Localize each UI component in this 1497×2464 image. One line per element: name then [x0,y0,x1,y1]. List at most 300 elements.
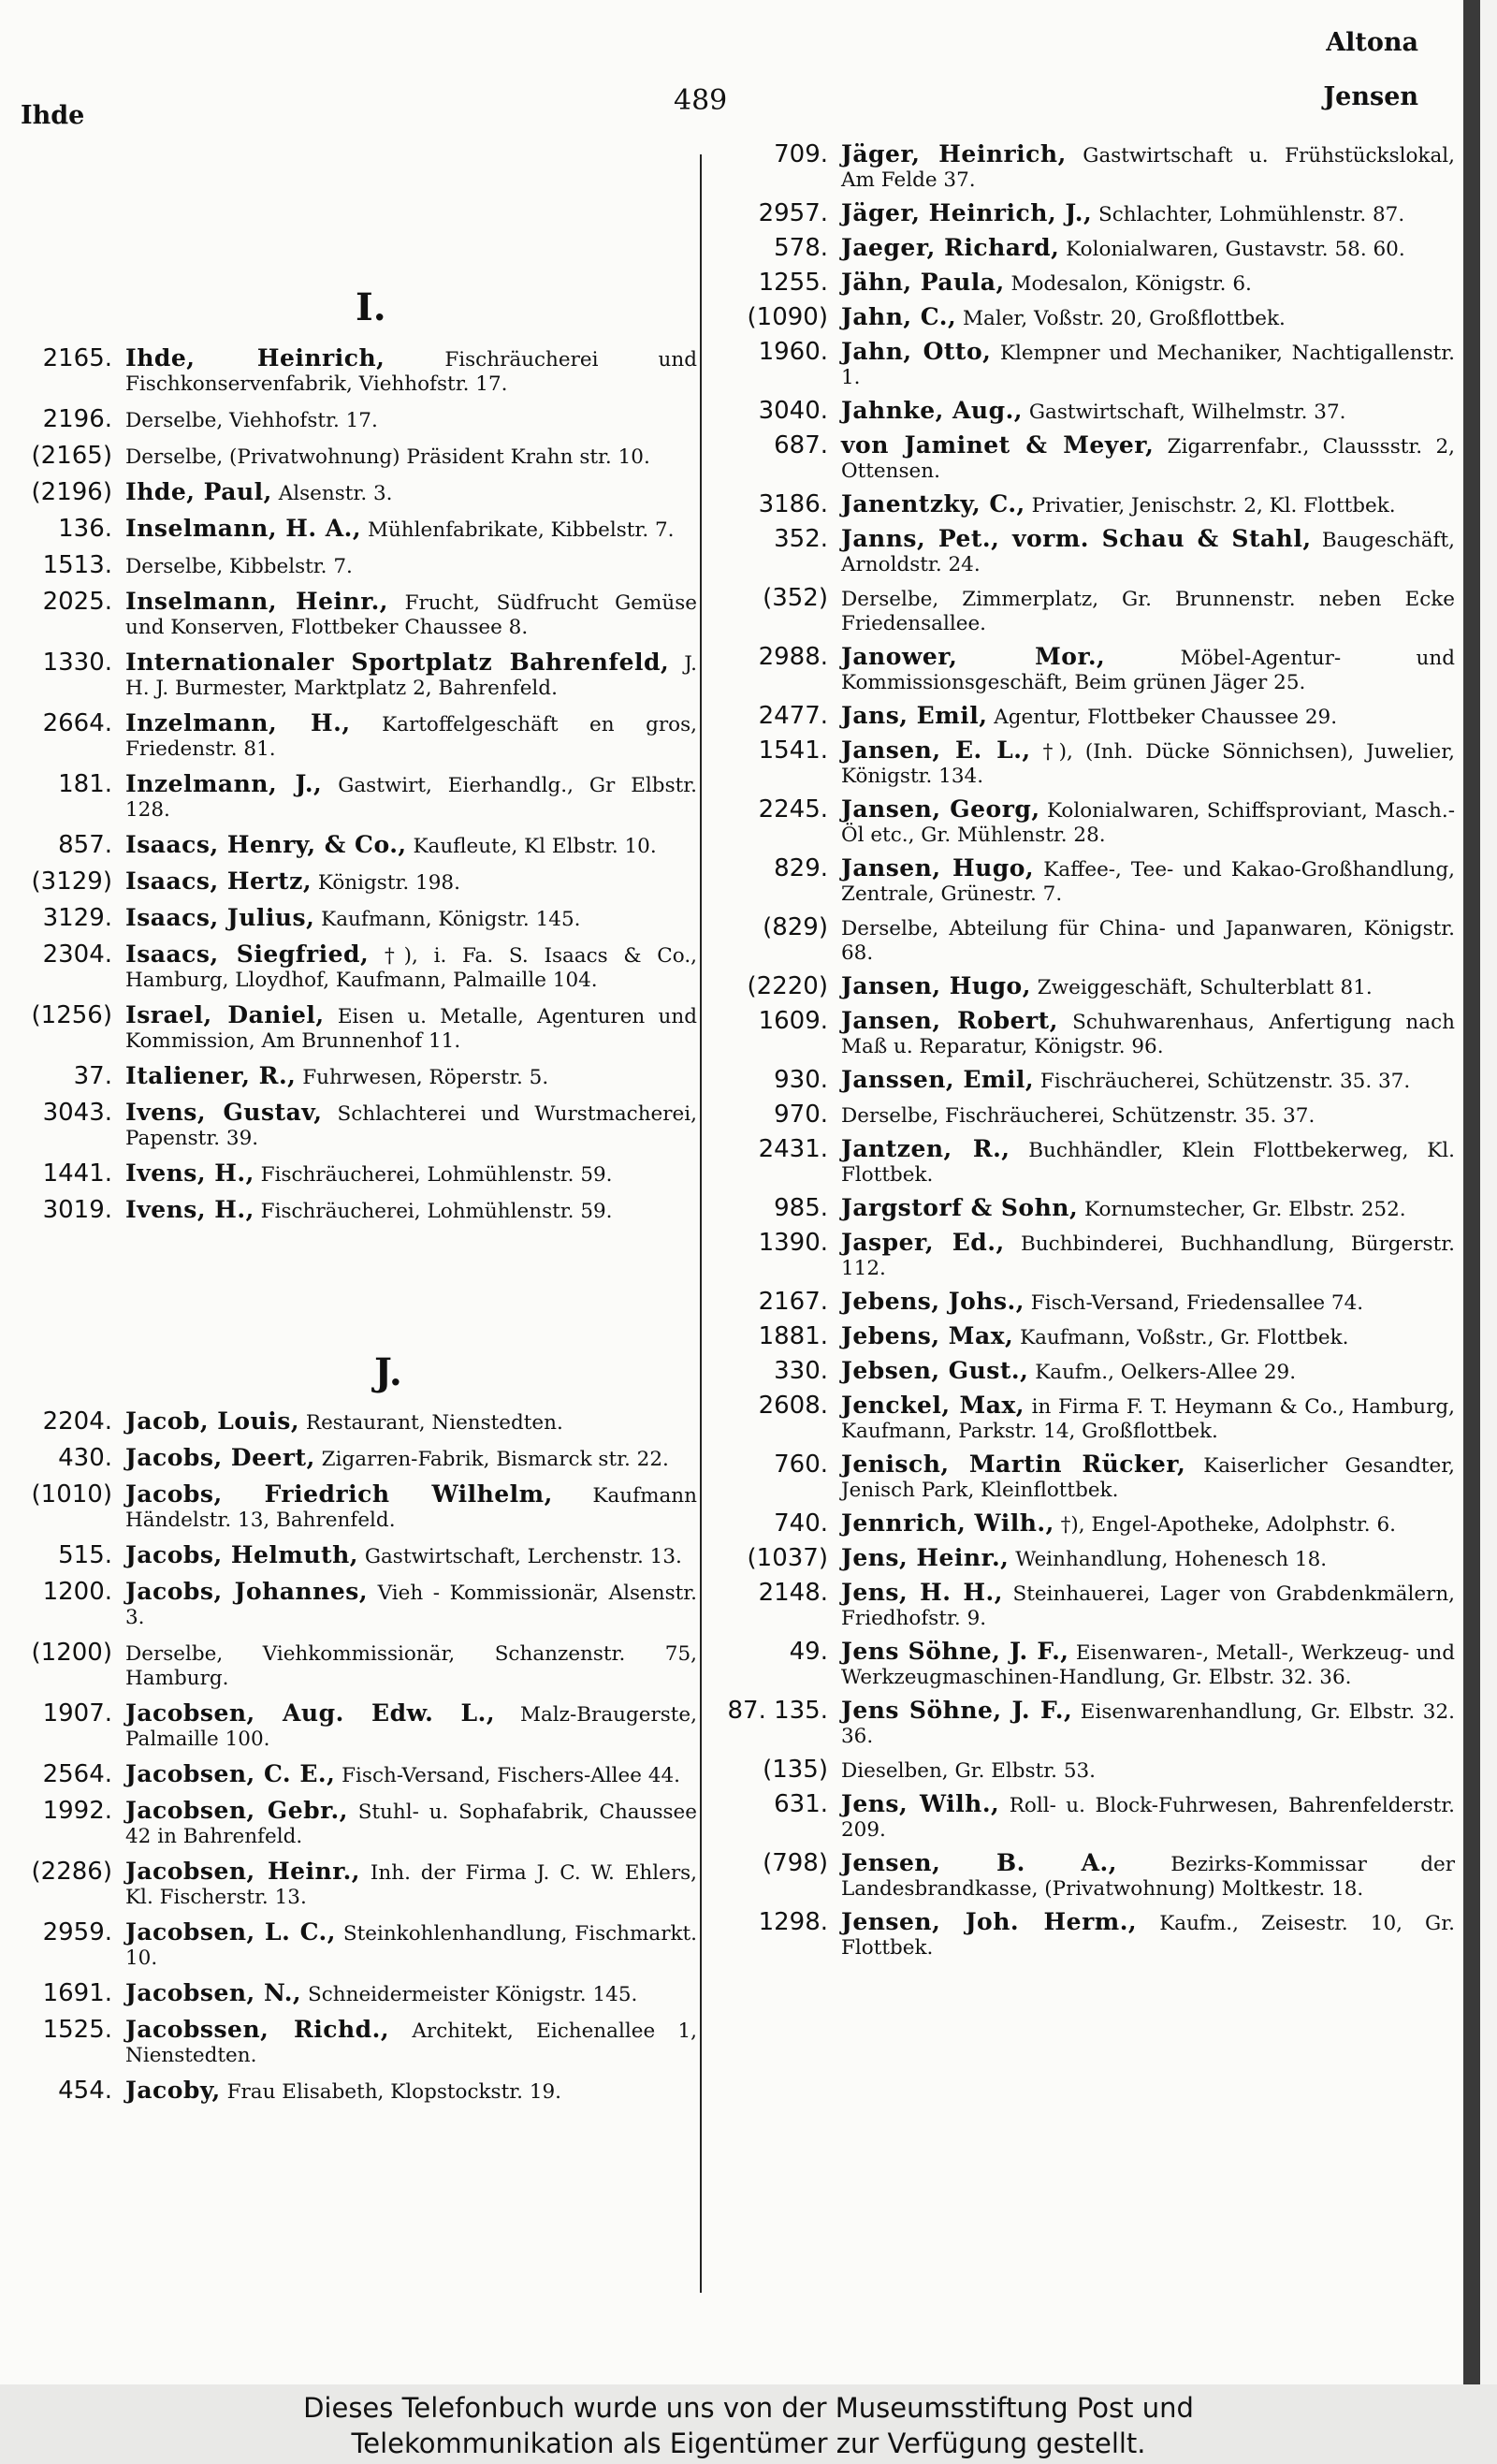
entry-text [125,442,697,470]
directory-entry [716,1697,1455,1749]
directory-entry [9,1858,697,1910]
entry-text [841,140,1455,193]
entry-text [841,1194,1455,1222]
entry-text [125,1979,697,2007]
entry-details: Buchhändler, Klein Flottbekerweg, Kl. Flottbek. [841,1139,1455,1187]
phone-number: (2165) [31,442,112,470]
entry-details: Dieselben, Gr. Elbstr. 53. [841,1759,1097,1783]
directory-entry [716,1451,1455,1503]
directory-entry [9,551,697,579]
entry-text [841,643,1455,695]
subscriber-name: Jacobsen, Heinr., [125,1858,360,1885]
entry-details: Privatier, Jenischstr. 2, Kl. Flottbek. [1031,494,1396,518]
phone-number: 829. [774,854,828,882]
entry-text [841,338,1455,390]
directory-entry [716,338,1455,390]
subscriber-name: Ivens, H., [125,1159,254,1187]
directory-entry [9,1797,697,1849]
entry-details: Baugeschäft, Arnoldstr. 24. [841,529,1455,576]
directory-entry [9,442,697,470]
directory-entry [716,1066,1455,1094]
entry-details: Inh. der Firma J. C. W. Ehlers, Kl. Fischerstr. 13. [125,1861,697,1909]
entry-list-j-left [9,1407,697,2105]
directory-entry [716,1229,1455,1281]
directory-entry [716,303,1455,331]
entry-text [841,1579,1455,1631]
entry-details: Derselbe, (Privatwohnung) Präsident Krahn str. 10. [125,445,650,469]
entry-text [125,1578,697,1630]
subscriber-name: Ihde, Paul, [125,478,272,505]
directory-entry [9,904,697,932]
subscriber-name: Jacobs, Helmuth, [125,1541,358,1568]
phone-number: 970. [774,1101,828,1129]
directory-entry [9,1407,697,1436]
entry-text [841,854,1455,907]
entry-text [125,551,697,579]
entry-text [841,913,1455,966]
entry-text [841,431,1455,484]
phone-number: 1960. [758,338,828,366]
directory-entry [716,1288,1455,1316]
left-column [9,140,697,2113]
directory-entry [9,940,697,993]
subscriber-name: Jäger, Heinrich, J., [841,199,1093,226]
subscriber-name: Jensen, Joh. Herm., [841,1908,1138,1935]
directory-entry [716,431,1455,484]
directory-entry [716,702,1455,730]
entry-text [841,1066,1455,1094]
directory-entry [9,2016,697,2068]
entry-text [125,868,697,896]
entry-details: Kornumstecher, Gr. Elbstr. 252. [1084,1198,1406,1221]
directory-entry [716,1579,1455,1631]
phone-number: (1037) [747,1544,828,1572]
phone-number: (829) [763,913,828,941]
phone-number: 2204. [42,1407,112,1436]
subscriber-name: Jansen, E. L., [841,736,1031,764]
phone-number: (1256) [31,1001,112,1029]
subscriber-name: Jahn, Otto, [841,338,992,365]
subscriber-name: Jens Söhne, J. F., [841,1697,1073,1724]
subscriber-name: Jacobsen, L. C., [125,1918,336,1946]
entry-details: Schuhwarenhaus, Anfertigung nach Maß u. Reparatur, Königstr. 96. [841,1011,1455,1058]
entry-details: Gastwirtschaft, Wilhelmstr. 37. [1028,401,1346,424]
entry-details: Vieh - Kommissionär, Alsenstr. 3. [125,1582,697,1629]
entry-details: Derselbe, Abteilung für China- und Japanwaren, Königstr. 68. [841,917,1455,965]
subscriber-name: Inselmann, Heinr., [125,588,388,615]
phone-number: 2304. [42,940,112,969]
subscriber-name: Jansen, Georg, [841,795,1040,823]
directory-entry [9,1578,697,1630]
directory-entry [9,2077,697,2105]
phone-number: 2957. [758,199,828,227]
subscriber-name: Jensen, B. A., [841,1849,1117,1876]
subscriber-name: Isaacs, Henry, & Co., [125,831,407,858]
entry-text [125,1444,697,1472]
phone-number: (798) [763,1849,828,1877]
entry-text [125,588,697,640]
subscriber-name: Jansen, Hugo, [841,854,1035,882]
phone-number: 3040. [758,397,828,425]
entry-text [125,1639,697,1691]
entry-text [125,515,697,543]
directory-entry [9,1099,697,1151]
subscriber-name: Jacob, Louis, [125,1407,300,1435]
entry-details: Kaufmann, Königstr. 145. [321,908,581,931]
phone-number: 454. [58,2077,112,2105]
directory-entry [716,736,1455,789]
phone-number: 2431. [758,1135,828,1163]
phone-number: 87. 135. [727,1697,828,1725]
entry-text [841,1908,1455,1961]
phone-number: (135) [763,1756,828,1784]
entry-text [841,303,1455,331]
entry-text [125,831,697,859]
entry-details: †), i. Fa. S. Isaacs & Co., Hamburg, Lloydhof, Kaufmann, Palmaille 104. [125,944,697,992]
entry-details: Modesalon, Königstr. 6. [1010,272,1252,296]
directory-entry [716,1322,1455,1350]
subscriber-name: Isaacs, Siegfried, [125,940,370,968]
subscriber-name: Jaeger, Richard, [841,234,1060,261]
subscriber-name: Jantzen, R., [841,1135,1010,1162]
phone-number: 3043. [42,1099,112,1127]
subscriber-name: Jenisch, Martin Rücker, [841,1451,1186,1478]
entry-text [125,770,697,823]
subscriber-name: Inzelmann, H., [125,709,351,736]
header-city: Altona [1326,28,1418,57]
entry-details: Kaufmann, Voßstr., Gr. Flottbek. [1020,1326,1349,1349]
phone-number: 2959. [42,1918,112,1946]
entry-text [125,1062,697,1090]
entry-text [125,1407,697,1436]
phone-number: 1298. [758,1908,828,1936]
phone-number: 49. [789,1638,828,1666]
phone-number: (1200) [31,1639,112,1667]
subscriber-name: Jens, Wilh., [841,1790,1000,1817]
subscriber-name: Jacoby, [125,2077,221,2104]
subscriber-name: von Jaminet & Meyer, [841,431,1155,459]
entry-details: Gastwirt, Eierhandlg., Gr Elbstr. 128. [125,774,697,822]
subscriber-name: Jasper, Ed., [841,1229,1005,1256]
phone-number: 2477. [758,702,828,730]
entry-details: Eisen u. Metalle, Agenturen und Kommission, Am Brunnenhof 11. [125,1005,698,1053]
directory-entry [716,1357,1455,1385]
entry-details: Gastwirtschaft u. Frühstückslokal, Am Felde 37. [841,144,1455,192]
phone-number: 3019. [42,1196,112,1224]
subscriber-name: Jens, H. H., [841,1579,1003,1606]
directory-entry [9,868,697,896]
entry-details: Zigarren-Fabrik, Bismarck str. 22. [321,1448,669,1471]
phone-number: (2286) [31,1858,112,1886]
entry-text [125,940,697,993]
entry-details: Klempner und Mechaniker, Nachtigallenstr. 1. [841,342,1455,389]
entry-text [841,1229,1455,1281]
entry-details: Eisenwarenhandlung, Gr. Elbstr. 32. 36. [841,1700,1455,1748]
phone-number: 1525. [42,2016,112,2044]
directory-entry [9,649,697,701]
phone-number: 1691. [42,1979,112,2007]
phone-number: 2988. [758,643,828,671]
entry-details: J. H. J. Burmester, Marktplatz 2, Bahrenfeld. [125,652,697,700]
phone-number: 2196. [42,405,112,433]
entry-details: Malz-Braugerste, Palmaille 100. [125,1703,697,1751]
phone-number: (352) [763,584,828,612]
phone-number: (2196) [31,478,112,506]
entry-details: Kaffee-, Tee- und Kakao-Großhandlung, Zentrale, Grünestr. 7. [841,858,1455,906]
phone-number: 2245. [758,795,828,824]
header-right-keyword: Jensen [1323,82,1418,111]
directory-entry [716,1135,1455,1188]
entry-text [125,478,697,506]
entry-details: Alsenstr. 3. [278,482,393,505]
directory-entry [716,1007,1455,1059]
phone-number: 930. [774,1066,828,1094]
entry-text [841,584,1455,636]
entry-text [125,1699,697,1752]
subscriber-name: Inzelmann, J., [125,770,323,797]
phone-number: (1010) [31,1480,112,1509]
directory-entry [9,1196,697,1224]
entry-details: Derselbe, Fischräucherei, Schützenstr. 35. 37. [841,1104,1315,1128]
entry-details: Schlachterei und Wurstmacherei, Papenstr. 39. [125,1102,697,1150]
entry-text [841,1288,1455,1316]
entry-details: Königstr. 198. [317,871,460,895]
entry-details: Architekt, Eichenallee 1, Nienstedten. [125,2019,697,2067]
phone-number: 515. [58,1541,112,1569]
directory-entry [9,1639,697,1691]
entry-text [841,1135,1455,1188]
subscriber-name: Internationaler Sportplatz Bahrenfeld, [125,649,670,676]
directory-entry [9,770,697,823]
phone-number: 330. [774,1357,828,1385]
subscriber-name: Israel, Daniel, [125,1001,325,1028]
directory-entry [716,1509,1455,1538]
footer-line-2: Telekommunikation als Eigentümer zur Verfügung gestellt. [351,2428,1146,2459]
directory-entry [9,1062,697,1090]
directory-entry [716,525,1455,577]
entry-text [125,1858,697,1910]
entry-details: Fischräucherei, Schützenstr. 35. 37. [1039,1070,1411,1093]
entry-text [841,1392,1455,1444]
directory-entry [9,1979,697,2007]
subscriber-name: Jebsen, Gust., [841,1357,1029,1384]
phone-number: 1255. [758,269,828,297]
entry-details: Derselbe, Viehkommissionär, Schanzenstr. 75, Hamburg. [125,1642,697,1690]
directory-entry [716,490,1455,518]
entry-details: Kaufm., Oelkers-Allee 29. [1035,1361,1297,1384]
directory-entry [716,1908,1455,1961]
entry-text [841,1756,1455,1784]
entry-details: Kaufmann Händelstr. 13, Bahrenfeld. [125,1484,697,1532]
entry-details: Derselbe, Zimmerplatz, Gr. Brunnenstr. neben Ecke Friedensallee. [841,588,1455,635]
entry-text [841,1849,1455,1902]
subscriber-name: Jacobsen, N., [125,1979,302,2006]
phone-number: 1992. [42,1797,112,1825]
directory-entry [716,1638,1455,1690]
entry-details: Fisch-Versand, Fischers-Allee 44. [342,1764,681,1787]
phone-number: 578. [774,234,828,262]
subscriber-name: Italiener, R., [125,1062,297,1089]
directory-entry [716,140,1455,193]
entry-text [841,490,1455,518]
subscriber-name: Jacobs, Johannes, [125,1578,369,1605]
entry-text [841,234,1455,262]
phone-number: 985. [774,1194,828,1222]
subscriber-name: Jebens, Max, [841,1322,1014,1349]
subscriber-name: Jacobs, Friedrich Wilhelm, [125,1480,553,1508]
subscriber-name: Isaacs, Hertz, [125,868,312,895]
subscriber-name: Jahn, C., [841,303,957,330]
subscriber-name: Ihde, Heinrich, [125,344,385,372]
subscriber-name: Jähn, Paula, [841,269,1005,296]
directory-entry [716,234,1455,262]
entry-text [841,1697,1455,1749]
phone-number: 1390. [758,1229,828,1257]
entry-details: Fischräucherei, Lohmühlenstr. 59. [260,1200,613,1223]
phone-number: 740. [774,1509,828,1538]
entry-details: Eisenwaren-, Metall-, Werkzeug- und Werkzeugmaschinen-Handlung, Gr. Elbstr. 32. 36. [841,1641,1455,1689]
entry-details: Kaufm., Zeisestr. 10, Gr. Flottbek. [841,1912,1455,1960]
directory-entry [9,1444,697,1472]
entry-details: Buchbinderei, Buchhandlung, Bürgerstr. 112. [841,1232,1455,1280]
page-number: 489 [674,84,728,117]
entry-text [125,709,697,762]
directory-entry [9,1541,697,1569]
entry-details: Bezirks-Kommissar der Landesbrandkasse, (Privatwohnung) Moltkestr. 18. [841,1853,1455,1901]
subscriber-name: Jäger, Heinrich, [841,140,1067,168]
entry-details: Fuhrwesen, Röperstr. 5. [302,1066,549,1089]
phone-number: 1609. [758,1007,828,1035]
entry-details: Maler, Voßstr. 20, Großflottbek. [963,307,1286,330]
entry-text [125,1797,697,1849]
directory-entry [9,1760,697,1788]
directory-entry [9,344,697,397]
phone-number: 1907. [42,1699,112,1728]
entry-text [841,1544,1455,1572]
entry-details: Kaufleute, Kl Elbstr. 10. [413,835,657,858]
directory-entry [716,397,1455,425]
subscriber-name: Jebens, Johs., [841,1288,1025,1315]
entry-details: Steinhauerei, Lager von Grabdenkmälern, Friedhofstr. 9. [841,1582,1456,1630]
subscriber-name: Ivens, Gustav, [125,1099,323,1126]
entry-text [841,199,1455,227]
subscriber-name: Jens, Heinr., [841,1544,1010,1571]
directory-entry [9,515,697,543]
directory-entry [9,1159,697,1188]
phone-number: 1513. [42,551,112,579]
phone-number: 2148. [758,1579,828,1607]
entry-text [125,1196,697,1224]
entry-details: Weinhandlung, Hohenesch 18. [1015,1548,1328,1571]
entry-details: Zigarrenfabr., Claussstr. 2, Ottensen. [841,435,1456,483]
entry-details: Schlachter, Lohmühlenstr. 87. [1098,203,1405,226]
directory-entry [716,269,1455,297]
entry-text [841,269,1455,297]
subscriber-name: Jacobs, Deert, [125,1444,315,1471]
entry-details: Zweiggeschäft, Schulterblatt 81. [1037,976,1373,999]
directory-entry [716,1392,1455,1444]
entry-text [841,1509,1455,1538]
subscriber-name: Jargstorf & Sohn, [841,1194,1079,1221]
entry-text [841,736,1455,789]
entry-details: Restaurant, Nienstedten. [305,1411,563,1435]
phone-number: 1881. [758,1322,828,1350]
entry-details: Möbel-Agentur- und Kommissionsgeschäft, Beim grünen Jäger 25. [841,647,1455,694]
phone-number: 1200. [42,1578,112,1606]
entry-details: Steinkohlenhandlung, Fischmarkt. 10. [125,1922,697,1970]
phone-number: (2220) [747,972,828,1000]
directory-entry [9,831,697,859]
phone-number: 760. [774,1451,828,1479]
phone-number: 1541. [758,736,828,765]
phone-number: 2664. [42,709,112,737]
entry-text [125,2016,697,2068]
phone-number: 687. [774,431,828,459]
entry-text [841,972,1455,1000]
entry-details: Fischräucherei und Fischkonservenfabrik, Viehhofstr. 17. [125,348,697,396]
entry-text [125,1760,697,1788]
directory-entry [9,1918,697,1971]
phone-number: 352. [774,525,828,553]
entry-text [125,649,697,701]
directory-entry [9,405,697,433]
directory-entry [716,1790,1455,1843]
directory-entry [716,584,1455,636]
phone-number: 2608. [758,1392,828,1420]
directory-entry [716,913,1455,966]
directory-entry [716,1544,1455,1572]
directory-entry [716,1101,1455,1129]
subscriber-name: Ivens, H., [125,1196,254,1223]
phone-number: (3129) [31,868,112,896]
entry-text [841,1638,1455,1690]
footer-note [0,2384,1497,2464]
phone-number: 2564. [42,1760,112,1788]
subscriber-name: Jenckel, Max, [841,1392,1025,1419]
entry-details: Agentur, Flottbeker Chaussee 29. [994,706,1338,729]
phone-number: 3186. [758,490,828,518]
entry-text [125,1480,697,1533]
directory-entry [716,199,1455,227]
entry-text [841,1322,1455,1350]
footer-line-1: Dieses Telefonbuch wurde uns von der Museumsstiftung Post und [303,2392,1194,2424]
directory-entry [9,478,697,506]
subscriber-name: Jacobsen, Aug. Edw. L., [125,1699,496,1727]
entry-list-i [9,344,697,1224]
phone-number: 3129. [42,904,112,932]
entry-text [841,1101,1455,1129]
entry-text [841,525,1455,577]
entry-details: Derselbe, Kibbelstr. 7. [125,555,353,578]
phone-number: 430. [58,1444,112,1472]
subscriber-name: Jans, Emil, [841,702,988,729]
subscriber-name: Janower, Mor., [841,643,1106,670]
subscriber-name: Jacobssen, Richd., [125,2016,390,2043]
directory-entry [716,795,1455,848]
section-heading-i: I. [356,285,386,329]
entry-details: Fischräucherei, Lohmühlenstr. 59. [260,1163,613,1187]
entry-details: Roll- u. Block-Fuhrwesen, Bahrenfelderstr. 209. [841,1794,1455,1842]
entry-details: Kolonialwaren, Gustavstr. 58. 60. [1066,238,1405,261]
entry-text [125,1541,697,1569]
entry-details: Kolonialwaren, Schiffsproviant, Masch.-Öl etc., Gr. Mühlenstr. 28. [841,799,1455,847]
phone-number: 631. [774,1790,828,1818]
entry-list-j-right [716,140,1455,1961]
directory-entry [716,1194,1455,1222]
entry-details: in Firma F. T. Heymann & Co., Hamburg, Kaufmann, Parkstr. 14, Großflottbek. [841,1395,1455,1443]
directory-entry [9,1480,697,1533]
entry-text [125,344,697,397]
